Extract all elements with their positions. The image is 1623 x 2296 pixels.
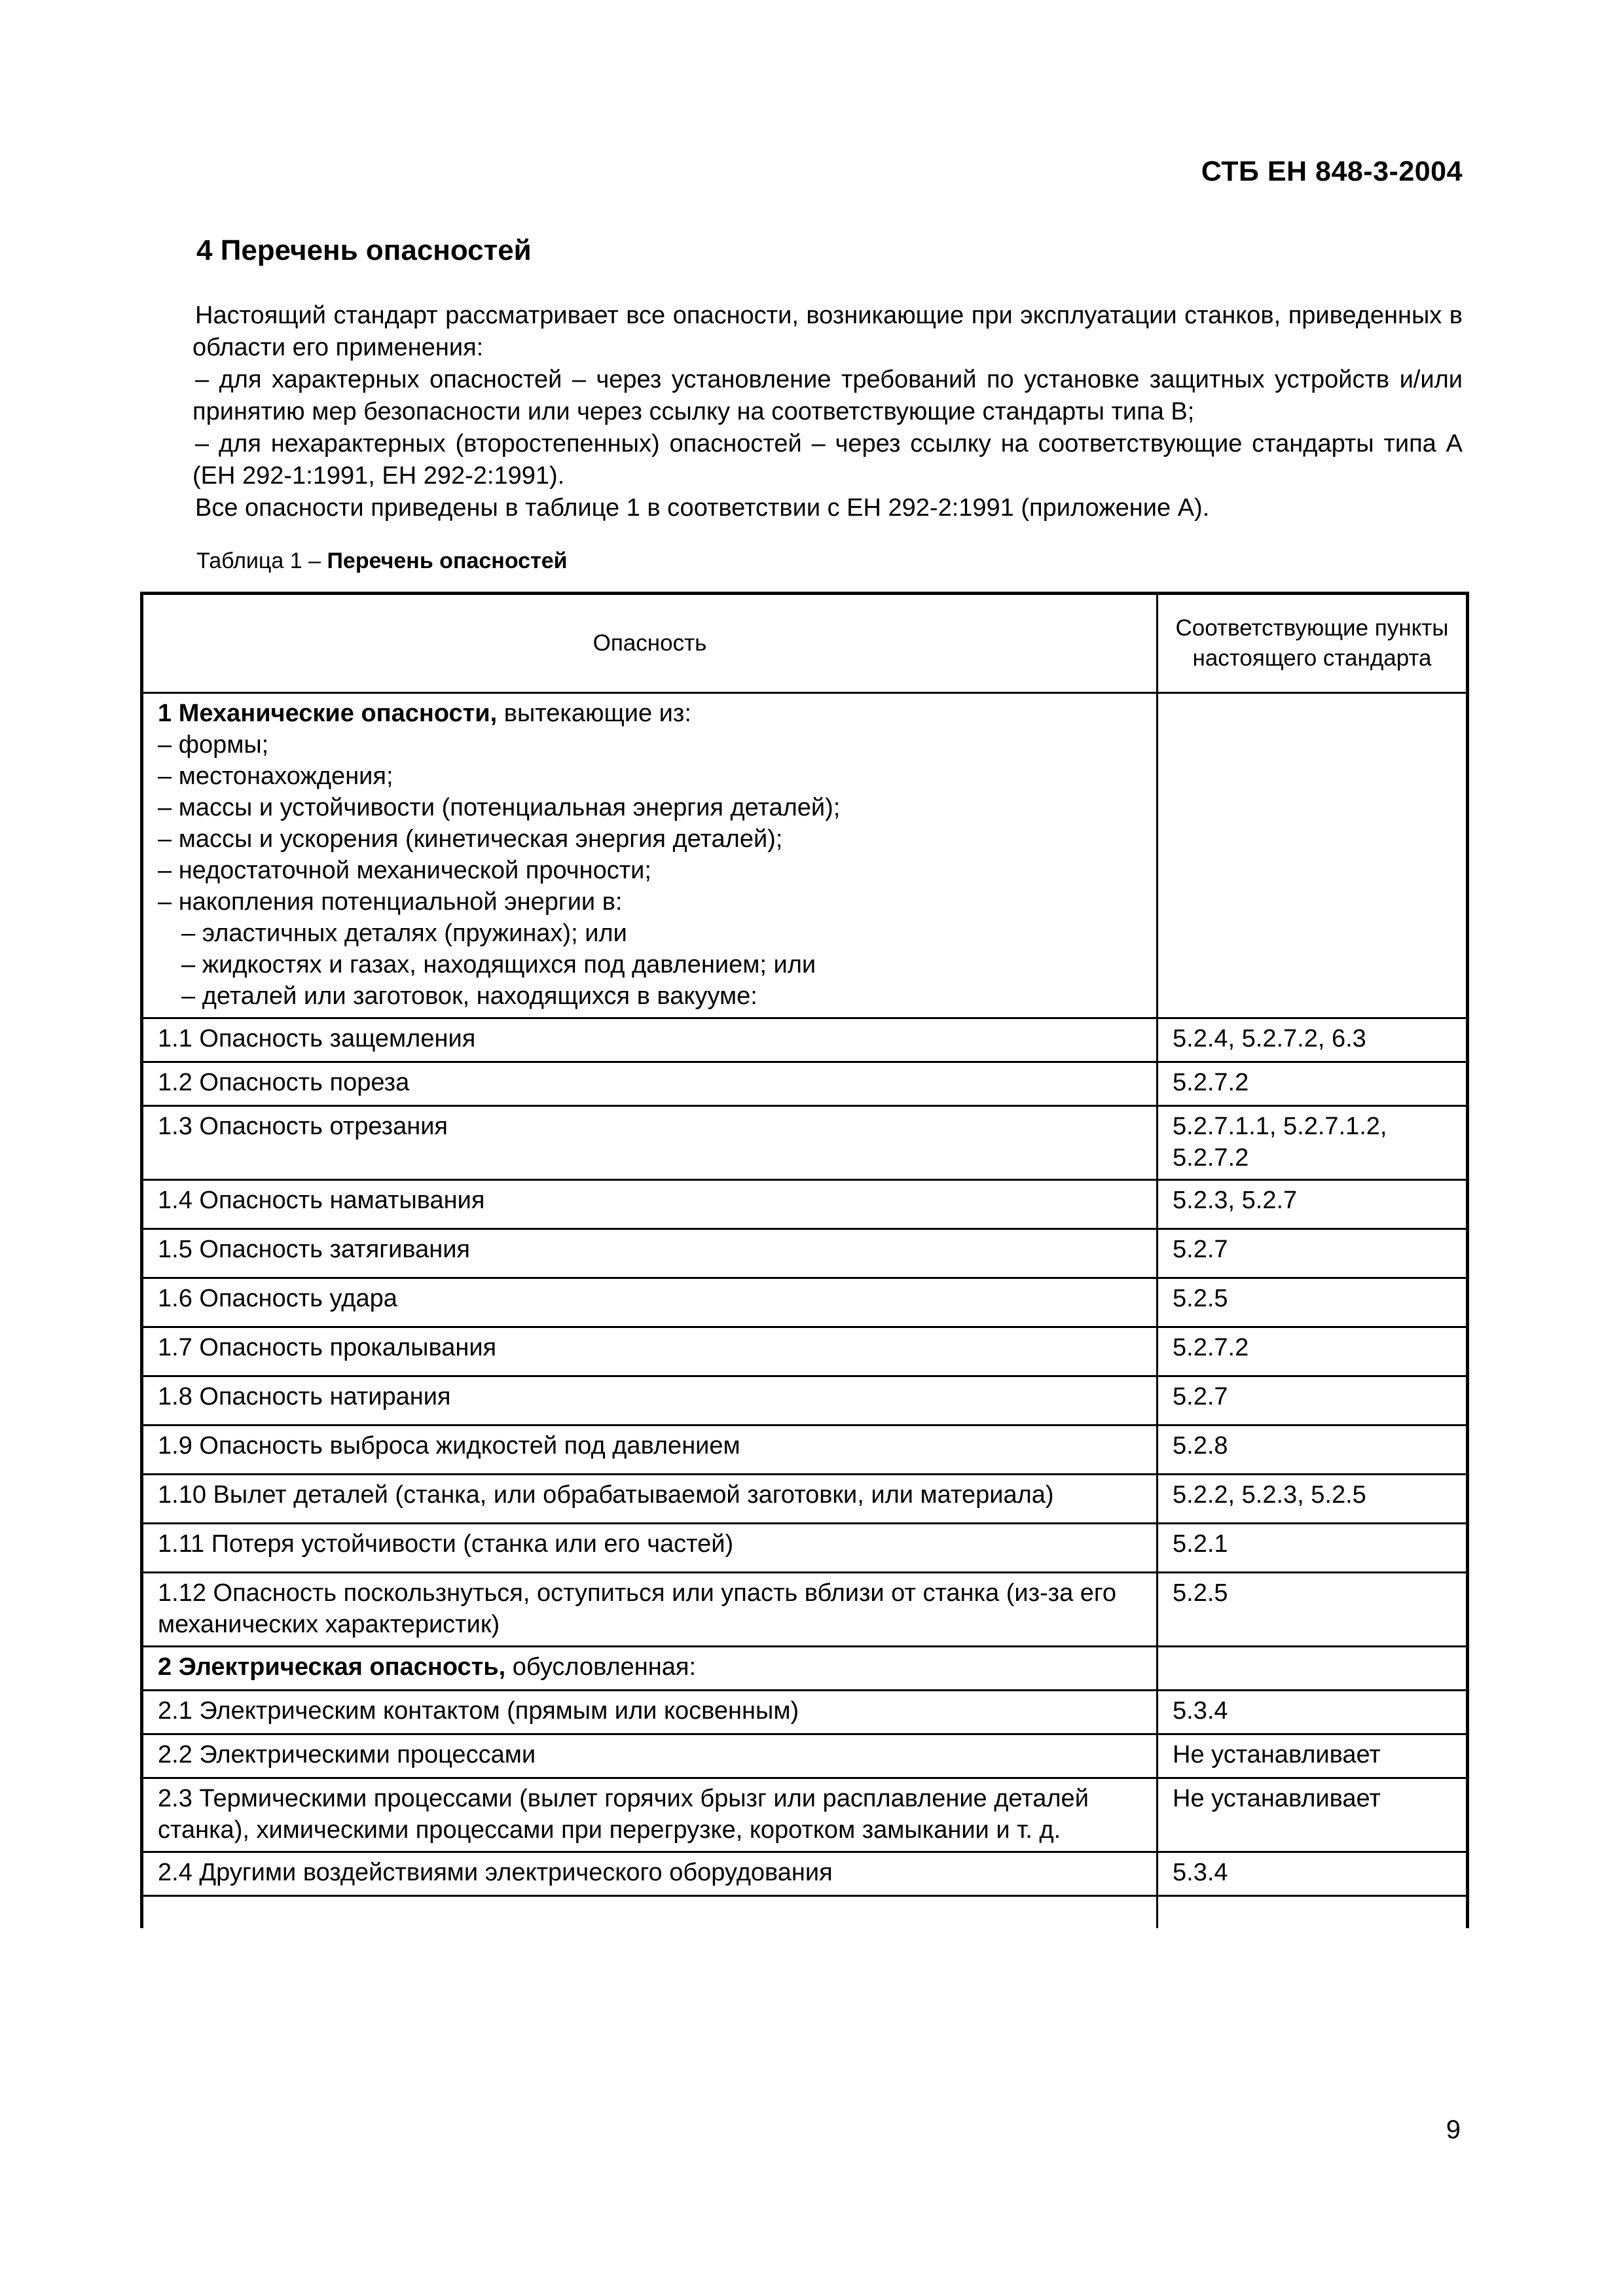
group-clauses-cell — [1158, 1647, 1468, 1691]
group-row-electrical — [142, 1647, 1468, 1691]
hazard-cell-empty — [142, 1896, 1158, 1929]
table-row — [142, 1062, 1468, 1106]
group-title-line — [158, 698, 1144, 729]
table-caption-prefix: Таблица 1 – — [196, 548, 327, 573]
hazard-cell: 1.4 Опасность наматывания — [142, 1180, 1158, 1229]
table-row — [142, 1524, 1468, 1573]
hazard-cell: 2.3 Термическими процессами (вылет горячих брызг или расплавление деталей станка), химическими процессами при перегрузке, коротком замыкании и т. д. — [142, 1778, 1158, 1852]
clauses-cell: 5.3.4 — [1158, 1852, 1468, 1896]
table-row — [142, 1734, 1468, 1778]
list-item: – местонахождения; — [158, 762, 393, 790]
clauses-cell: Не устанавливает — [1158, 1778, 1468, 1852]
table-row — [142, 1573, 1468, 1647]
list-item: – недостаточной механической прочности; — [158, 857, 651, 884]
header-clauses: Соответствующие пункты настоящего стандарта — [1158, 594, 1468, 693]
intro-text — [192, 300, 1463, 524]
clauses-cell: 5.2.4, 5.2.7.2, 6.3 — [1158, 1018, 1468, 1062]
clauses-cell: 5.2.1 — [1158, 1524, 1468, 1573]
clauses-cell: 5.2.7 — [1158, 1376, 1468, 1426]
table-row — [142, 1376, 1468, 1426]
table-row — [142, 1426, 1468, 1475]
hazard-cell: 1.12 Опасность поскользнуться, оступиться или упасть вблизи от станка (из-за его механических характеристик) — [142, 1573, 1158, 1647]
clauses-cell-empty — [1158, 1896, 1468, 1929]
hazard-cell: 1.11 Потеря устойчивости (станка или его частей) — [142, 1524, 1158, 1573]
hazard-cell: 1.8 Опасность натирания — [142, 1376, 1158, 1426]
list-item: – массы и ускорения (кинетическая энергия деталей); — [158, 825, 783, 853]
hazard-cell: 2.2 Электрическими процессами — [142, 1734, 1158, 1778]
clauses-cell: Не устанавливает — [1158, 1734, 1468, 1778]
intro-paragraph: – для нехарактерных (второстепенных) опасностей – через ссылку на соответствующие стандарты типа А (ЕН 292-1:1991, ЕН 292-2:1991). — [192, 430, 1463, 490]
table-row — [142, 1852, 1468, 1896]
clauses-cell: 5.3.4 — [1158, 1691, 1468, 1734]
table-row-continued — [142, 1896, 1468, 1929]
group-item-list — [158, 729, 1144, 1012]
hazard-cell: 1.1 Опасность защемления — [142, 1018, 1158, 1062]
group-clauses-cell — [1158, 693, 1468, 1018]
list-subitem: – эластичных деталях (пружинах); или — [181, 920, 627, 947]
list-item: – формы; — [158, 731, 269, 759]
group-title-suffix: обусловленная: — [505, 1653, 697, 1681]
clauses-cell: 5.2.7.1.1, 5.2.7.1.2, 5.2.7.2 — [1158, 1106, 1468, 1180]
table-caption — [196, 548, 568, 574]
hazard-cell: 1.3 Опасность отрезания — [142, 1106, 1158, 1180]
table-row — [142, 1106, 1468, 1180]
group-title: 1 Механические опасности, — [158, 700, 498, 727]
table-row — [142, 1475, 1468, 1524]
list-item: – массы и устойчивости (потенциальная энергия деталей); — [158, 794, 841, 821]
list-subitem: – жидкостях и газах, находящихся под давлением; или — [181, 951, 816, 978]
list-subitem: – деталей или заготовок, находящихся в вакууме: — [181, 982, 757, 1010]
document-code: СТБ ЕН 848-3-2004 — [1201, 156, 1463, 187]
clauses-cell: 5.2.5 — [1158, 1573, 1468, 1647]
clauses-cell: 5.2.7.2 — [1158, 1062, 1468, 1106]
page-number: 9 — [1446, 2115, 1461, 2144]
clauses-cell: 5.2.2, 5.2.3, 5.2.5 — [1158, 1475, 1468, 1524]
hazard-cell: 2.1 Электрическим контактом (прямым или косвенным) — [142, 1691, 1158, 1734]
intro-paragraph: – для характерных опасностей – через установление требований по установке защитных устройств и/или принятию мер безопасности или через ссылку на соответствующие стандарты типа В; — [192, 366, 1463, 425]
hazard-cell: 1.5 Опасность затягивания — [142, 1229, 1158, 1278]
header-hazard: Опасность — [142, 594, 1158, 693]
group-row-mechanical — [142, 693, 1468, 1018]
table-row — [142, 1229, 1468, 1278]
group-cell — [142, 693, 1158, 1018]
table-row — [142, 1778, 1468, 1852]
clauses-cell: 5.2.5 — [1158, 1278, 1468, 1327]
hazard-cell: 1.2 Опасность пореза — [142, 1062, 1158, 1106]
hazard-cell: 1.9 Опасность выброса жидкостей под давлением — [142, 1426, 1158, 1475]
clauses-cell: 5.2.3, 5.2.7 — [1158, 1180, 1468, 1229]
hazard-cell: 1.7 Опасность прокалывания — [142, 1327, 1158, 1376]
hazards-table — [140, 592, 1469, 1928]
table-row — [142, 1180, 1468, 1229]
section-title: 4 Перечень опасностей — [196, 234, 532, 266]
hazard-cell: 1.10 Вылет деталей (станка, или обрабатываемой заготовки, или материала) — [142, 1475, 1158, 1524]
clauses-cell: 5.2.8 — [1158, 1426, 1468, 1475]
hazard-cell: 1.6 Опасность удара — [142, 1278, 1158, 1327]
table-row — [142, 1018, 1468, 1062]
intro-paragraph: Настоящий стандарт рассматривает все опасности, возникающие при эксплуатации станков, приведенных в области его применения: — [192, 302, 1463, 361]
group-title-suffix: вытекающие из: — [497, 700, 691, 727]
intro-paragraph: Все опасности приведены в таблице 1 в соответствии с ЕН 292-2:1991 (приложение А). — [195, 494, 1210, 522]
group-title: 2 Электрическая опасность, — [158, 1653, 506, 1681]
table-row — [142, 1327, 1468, 1376]
table-row — [142, 1691, 1468, 1734]
list-item: – накопления потенциальной энергии в: — [158, 888, 623, 916]
clauses-cell: 5.2.7 — [1158, 1229, 1468, 1278]
table-row — [142, 1278, 1468, 1327]
table-caption-title: Перечень опасностей — [327, 548, 568, 573]
hazard-cell: 2.4 Другими воздействиями электрического оборудования — [142, 1852, 1158, 1896]
table-header-row — [142, 594, 1468, 693]
clauses-cell: 5.2.7.2 — [1158, 1327, 1468, 1376]
group-cell — [142, 1647, 1158, 1691]
